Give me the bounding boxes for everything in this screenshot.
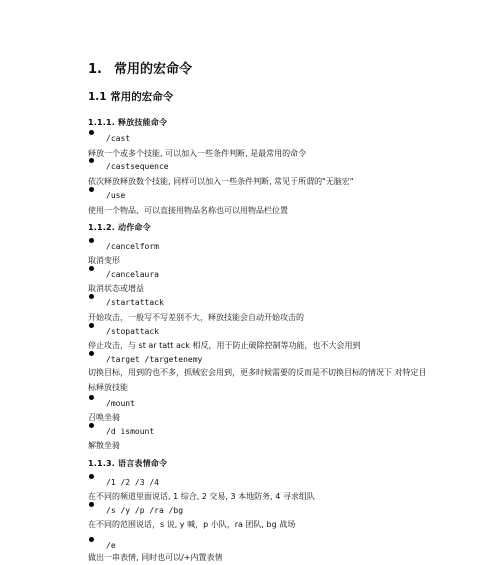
- bullet-icon: [89, 474, 94, 479]
- command-description: 做出一串表情, 同时也可以/+内置表情: [88, 553, 223, 562]
- bullet-icon: [89, 158, 94, 163]
- command-text: /castsequence: [106, 162, 169, 171]
- bullet-icon: [89, 323, 94, 328]
- heading-2: 1.1 常用的宏命令: [88, 91, 174, 103]
- section-heading: 1.1.1. 释放技能命令: [88, 118, 168, 127]
- command-text: /stopattack: [106, 327, 159, 336]
- command-text: /mount: [106, 399, 135, 408]
- command-text: /use: [106, 191, 126, 200]
- command-text: /cast: [106, 134, 131, 143]
- command-text: /cancelform: [106, 242, 159, 251]
- command-text: /startattack: [106, 298, 164, 307]
- command-text: /target /targetenemy: [106, 355, 203, 364]
- bullet-icon: [89, 130, 94, 135]
- command-description: 依次释放释放数个技能, 同样可以加入一些条件判断, 常见于所谓的"无脑宏": [88, 177, 354, 186]
- heading-1-title: 常用的宏命令: [114, 62, 193, 77]
- bullet-icon: [89, 537, 94, 542]
- section-heading: 1.1.3. 语言表情命令: [88, 459, 168, 468]
- heading-1-number: 1.: [88, 62, 102, 77]
- command-description: 释放一个或多个技能, 可以加入一些条件判断, 是最常用的命令: [88, 149, 307, 158]
- command-description: 切换目标，用到的也不多，抓贼宏会用到，更多时候需要的反而是不切换目标的情况下 对特定目标释放技能: [88, 368, 427, 392]
- bullet-icon: [89, 502, 94, 507]
- bullet-icon: [89, 238, 94, 243]
- bullet-icon: [89, 395, 94, 400]
- section-heading: 1.1.2. 动作命令: [88, 223, 151, 232]
- bullet-icon: [89, 266, 94, 271]
- command-description: 在不同的范围说话，s 说, y 喊，p 小队，ra 团队, bg 战场: [88, 520, 296, 529]
- command-description: 在不同的频道里面说话, 1 综合, 2 交易, 3 本地防务, 4 寻求组队: [88, 492, 315, 501]
- command-description: 召唤坐骑: [88, 413, 120, 422]
- command-text: /d ismount: [106, 427, 155, 436]
- bullet-icon: [89, 351, 94, 356]
- command-description: 使用一个物品，可以直接用物品名称也可以用物品栏位置: [88, 206, 288, 215]
- command-description: 开始攻击，一般写不写差别不大，释放技能会自动开始攻击的: [88, 313, 304, 322]
- command-text: /s /y /p /ra /bg: [106, 506, 184, 515]
- command-description: 解散坐骑: [88, 441, 120, 450]
- bullet-icon: [89, 294, 94, 299]
- bullet-icon: [89, 423, 94, 428]
- command-text: /1 /2 /3 /4: [106, 478, 159, 487]
- command-text: /cancelaura: [106, 270, 159, 279]
- command-description: 取消变形: [88, 256, 120, 265]
- command-text: /e: [106, 541, 116, 550]
- command-description: 停止攻击，与 st ar tatt ack 相反，用于防止破除控制等功能，也不大会用到: [88, 341, 361, 350]
- heading-1: [88, 58, 192, 77]
- bullet-icon: [89, 187, 94, 192]
- command-description: 取消状态或增益: [88, 284, 144, 293]
